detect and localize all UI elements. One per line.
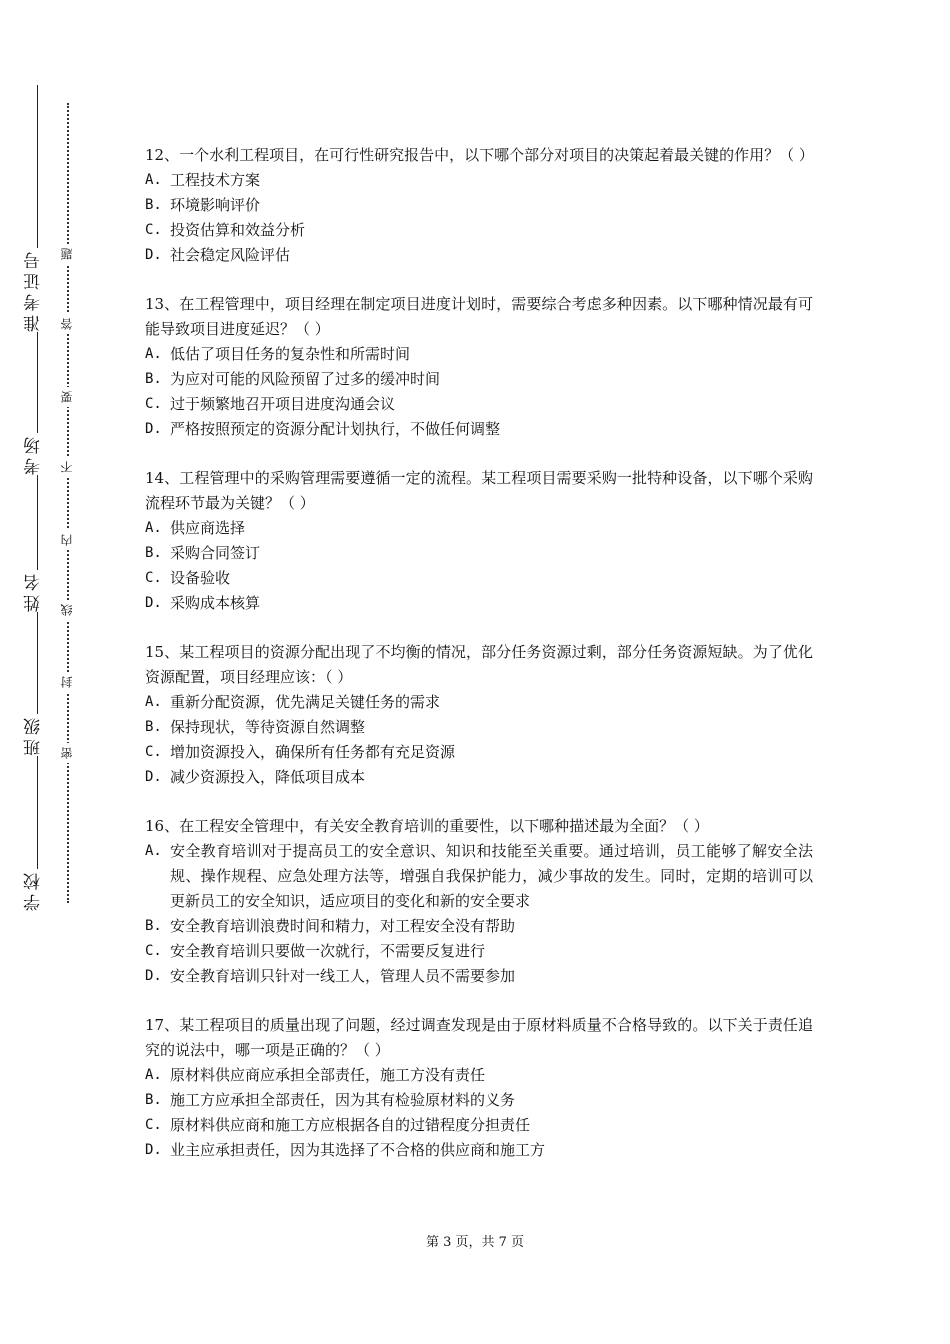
question-15 [145, 640, 813, 790]
option-b [145, 541, 813, 566]
option-letter: B. [145, 197, 162, 213]
question-14 [145, 466, 813, 616]
question-16 [145, 814, 813, 989]
option-text: 低估了项目任务的复杂性和所需时间 [170, 345, 411, 363]
option-d [145, 964, 813, 989]
option-text: 安全教育培训只针对一线工人，管理人员不需要参加 [170, 967, 516, 985]
fill-in-line [37, 85, 38, 905]
option-d [145, 765, 813, 790]
option-letter: A. [145, 520, 162, 536]
option-text: 安全教育培训只要做一次就行，不需要反复进行 [170, 942, 486, 960]
option-a [145, 1063, 813, 1088]
option-letter: A. [145, 172, 162, 188]
school-label: 学校 [24, 869, 44, 911]
option-text: 增加资源投入，确保所有任务都有充足资源 [170, 743, 456, 761]
option-text: 原材料供应商应承担全部责任，施工方没有责任 [170, 1066, 486, 1084]
question-12 [145, 143, 813, 268]
option-text: 重新分配资源，优先满足关键任务的需求 [170, 693, 441, 711]
option-b [145, 1088, 813, 1113]
option-text: 工程技术方案 [170, 171, 261, 189]
seal-char-mi: 密 [58, 743, 76, 763]
option-letter: C. [145, 1117, 162, 1133]
option-a [145, 690, 813, 715]
option-letter: C. [145, 222, 162, 238]
option-text: 采购成本核算 [170, 594, 261, 612]
option-d [145, 417, 813, 442]
option-d [145, 243, 813, 268]
question-text: 14、工程管理中的采购管理需要遵循一定的流程。某工程项目需要采购一批特种设备，以下哪个采购流程环节最为关键？（ ） [145, 469, 813, 512]
question-text: 12、一个水利工程项目，在可行性研究报告中，以下哪个部分对项目的决策起着最关键的作用？（ ） [145, 146, 814, 164]
option-c [145, 218, 813, 243]
option-letter: D. [145, 247, 162, 263]
question-text: 16、在工程安全管理中，有关安全教育培训的重要性，以下哪种描述最为全面？（ ） [145, 817, 709, 835]
seal-char-feng: 封 [58, 672, 76, 692]
option-d [145, 591, 813, 616]
option-c [145, 392, 813, 417]
option-text: 环境影响评价 [170, 196, 261, 214]
seal-char-ti: 题 [58, 244, 76, 264]
option-b [145, 193, 813, 218]
seal-char-nei: 内 [58, 530, 76, 550]
option-letter: D. [145, 421, 162, 437]
option-a [145, 839, 813, 914]
seal-char-yao: 要 [58, 387, 76, 407]
option-d [145, 1138, 813, 1163]
question-17 [145, 1013, 813, 1163]
option-b [145, 914, 813, 939]
option-letter: B. [145, 719, 162, 735]
option-b [145, 715, 813, 740]
option-letter: B. [145, 918, 162, 934]
exam-room-label: 考场 [24, 433, 44, 475]
option-letter: C. [145, 396, 162, 412]
seal-char-xian: 线 [58, 600, 76, 620]
page-number: 第 3 页，共 7 页 [425, 1235, 525, 1250]
option-text: 减少资源投入，降低项目成本 [170, 768, 366, 786]
option-text: 社会稳定风险评估 [170, 246, 291, 264]
option-text: 业主应承担责任，因为其选择了不合格的供应商和施工方 [170, 1141, 546, 1159]
option-a [145, 342, 813, 367]
option-letter: B. [145, 545, 162, 561]
option-letter: A. [145, 694, 162, 710]
option-c [145, 740, 813, 765]
option-letter: A. [145, 843, 162, 859]
option-c [145, 566, 813, 591]
option-letter: C. [145, 570, 162, 586]
option-a [145, 516, 813, 541]
option-text: 安全教育培训浪费时间和精力，对工程安全没有帮助 [170, 917, 516, 935]
option-letter: A. [145, 1067, 162, 1083]
question-text: 13、在工程管理中，项目经理在制定项目进度计划时，需要综合考虑多种因素。以下哪种情况最有可能导致项目进度延迟？（ ） [145, 295, 813, 338]
option-b [145, 367, 813, 392]
name-label: 姓名 [24, 570, 44, 612]
option-letter: D. [145, 769, 162, 785]
option-text: 安全教育培训对于提高员工的安全意识、知识和技能至关重要。通过培训，员工能够了解安全法规、操作规程、应急处理方法等，增强自我保护能力，减少事故的发生。同时，定期的培训可以更新员工的安全知识，适应项目的变化和新的安全要求 [170, 842, 813, 910]
option-c [145, 939, 813, 964]
option-text: 保持现状，等待资源自然调整 [170, 718, 366, 736]
option-a [145, 168, 813, 193]
seal-dotted-line [67, 103, 69, 903]
question-text: 15、某工程项目的资源分配出现了不均衡的情况，部分任务资源过剩，部分任务资源短缺。为了优化资源配置，项目经理应该：（ ） [145, 643, 813, 686]
option-c [145, 1113, 813, 1138]
option-text: 为应对可能的风险预留了过多的缓冲时间 [170, 370, 441, 388]
option-letter: D. [145, 595, 162, 611]
seal-char-bu: 不 [58, 457, 76, 477]
option-text: 设备验收 [170, 569, 231, 587]
option-letter: D. [145, 968, 162, 984]
option-text: 供应商选择 [170, 519, 246, 537]
class-label: 班级 [24, 714, 44, 756]
option-text: 投资估算和效益分析 [170, 221, 306, 239]
seal-char-da: 答 [58, 314, 76, 334]
option-text: 原材料供应商和施工方应根据各自的过错程度分担责任 [170, 1116, 531, 1134]
option-letter: C. [145, 943, 162, 959]
option-letter: D. [145, 1142, 162, 1158]
option-text: 采购合同签订 [170, 544, 261, 562]
option-letter: B. [145, 371, 162, 387]
binding-margin [0, 0, 110, 1344]
question-list [145, 143, 813, 1187]
question-13 [145, 292, 813, 442]
option-letter: C. [145, 744, 162, 760]
option-letter: A. [145, 346, 162, 362]
option-text: 严格按照预定的资源分配计划执行，不做任何调整 [170, 420, 501, 438]
question-text: 17、某工程项目的质量出现了问题，经过调查发现是由于原材料质量不合格导致的。以下关于责任追究的说法中，哪一项是正确的？（ ） [145, 1016, 813, 1059]
exam-number-label: 准考证号 [24, 248, 44, 332]
option-letter: B. [145, 1092, 162, 1108]
option-text: 过于频繁地召开项目进度沟通会议 [170, 395, 396, 413]
option-text: 施工方应承担全部责任，因为其有检验原材料的义务 [170, 1091, 516, 1109]
